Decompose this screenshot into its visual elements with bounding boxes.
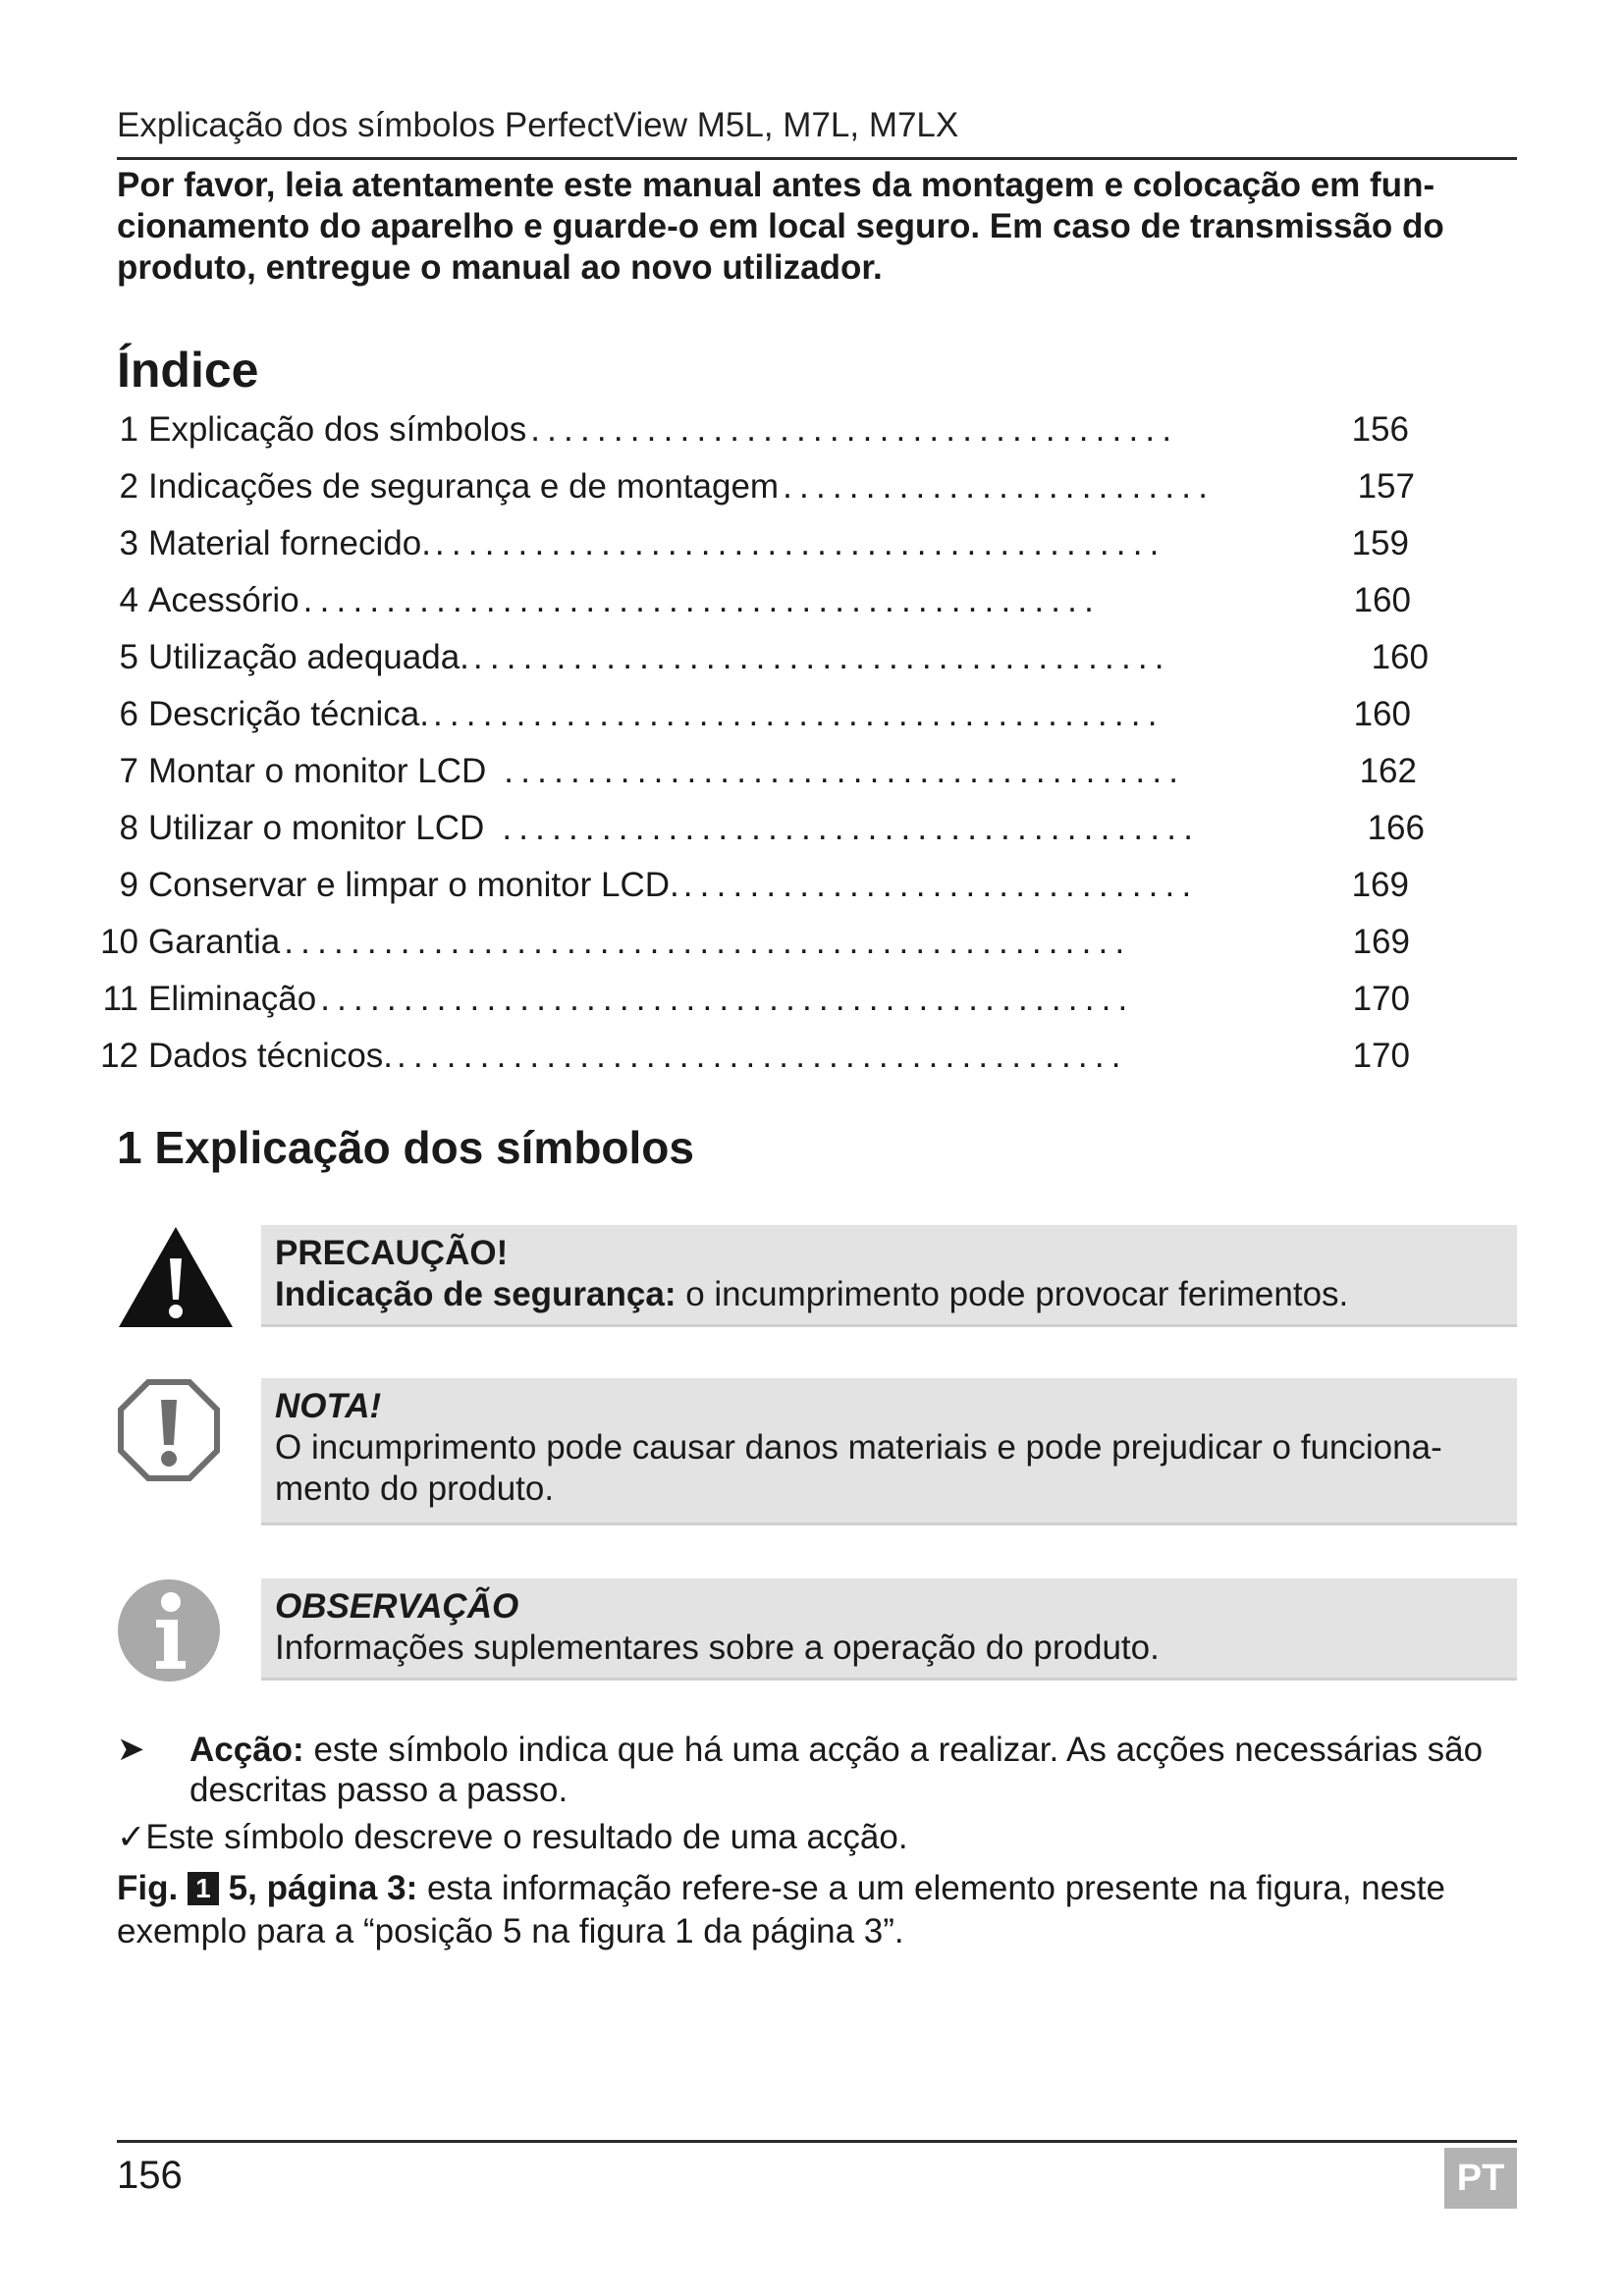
note-text: O incumprimento pode causar danos materiais e pode prejudicar o funciona-mento do produto. <box>275 1428 1442 1508</box>
toc-entry-page: 160 <box>1353 581 1411 619</box>
intro-paragraph: Por favor, leia atentamente este manual antes da montagem e colocação em fun-cionamento do aparelho e guarde-o em local seguro. Em caso de transmissão do produto, entregue o manual ao novo utilizador. <box>117 166 1444 287</box>
toc-entry-label: Conservar e limpar o monitor LCD. <box>148 866 679 904</box>
dot-leader: ............................... <box>682 866 1199 904</box>
page-number: 156 <box>117 2154 183 2197</box>
toc-entry[interactable] <box>87 467 1415 524</box>
toc-entry-page: 170 <box>1352 980 1410 1018</box>
caution-title: PRECAUÇÃO! <box>275 1234 509 1272</box>
toc-entry-page: 170 <box>1352 1037 1410 1075</box>
figure-reference-explanation <box>117 1867 1517 1953</box>
footer-rule <box>117 2140 1517 2143</box>
dot-leader: ................................................ <box>302 581 1102 619</box>
toc-entry[interactable] <box>97 923 1410 980</box>
caution-body: o incumprimento pode provocar ferimentos. <box>676 1275 1349 1313</box>
dot-leader: ................................................... <box>284 923 1132 961</box>
toc-entry-label: Acessório <box>148 581 299 619</box>
toc-entry-label: Dados técnicos. <box>148 1037 394 1075</box>
header-title: Explicação dos símbolos PerfectView M5L, M7L, M7LX <box>117 106 959 144</box>
warning-triangle-icon <box>117 1225 235 1329</box>
arrow-right-icon: ➤ <box>117 1731 145 1768</box>
toc-entry-page: 159 <box>1351 524 1409 562</box>
toc-entry[interactable] <box>87 581 1411 638</box>
toc-entry-label: Explicação dos símbolos <box>148 410 527 449</box>
toc-entry[interactable] <box>87 410 1409 467</box>
octagon-exclamation-icon <box>117 1378 221 1482</box>
dot-leader: ............................................ <box>432 695 1164 733</box>
toc-entry-label: Utilizar o monitor LCD <box>148 809 485 847</box>
action-text <box>189 1730 1517 1810</box>
toc-entry-number: 8 <box>119 809 138 847</box>
toc-entry-number: 5 <box>119 638 138 676</box>
toc-entry-page: 160 <box>1371 638 1429 676</box>
toc-heading: Índice <box>117 343 259 398</box>
toc-entry-label: Utilização adequada. <box>148 638 469 676</box>
toc-entry-number: 1 <box>119 410 138 449</box>
dot-leader: ................................................. <box>320 980 1135 1018</box>
language-badge: PT <box>1444 2148 1517 2209</box>
toc-entry-page: 162 <box>1359 752 1417 790</box>
toc-entry-page: 157 <box>1357 467 1415 506</box>
toc-entry-page: 160 <box>1353 695 1411 733</box>
dot-leader: .......................................... <box>472 638 1171 676</box>
toc-entry-page: 169 <box>1351 866 1409 904</box>
note-title: NOTA! <box>275 1387 382 1425</box>
toc-entry[interactable] <box>87 866 1409 923</box>
action-lead: Acção: <box>189 1731 304 1769</box>
action-body: este símbolo indica que há uma acção a realizar. As acções necessárias são descritas passo a passo. <box>189 1731 1484 1809</box>
figure-number-box: 1 <box>188 1872 219 1905</box>
toc-entry[interactable] <box>97 1037 1410 1094</box>
dot-leader: ......................................... <box>504 752 1186 790</box>
toc-entry-page: 166 <box>1367 809 1425 847</box>
header-rule <box>117 157 1517 160</box>
toc-entry-label: Material fornecido. <box>148 524 431 562</box>
toc-entry[interactable] <box>87 809 1425 866</box>
toc-entry[interactable] <box>87 638 1429 695</box>
toc-entry-page: 156 <box>1351 410 1409 449</box>
toc-entry-label: Montar o monitor LCD <box>148 752 487 790</box>
toc-entry-number: 6 <box>119 695 138 733</box>
checkmark-icon: ✓ <box>117 1818 146 1856</box>
toc-entry[interactable] <box>87 695 1411 752</box>
dot-leader: ............................................ <box>397 1037 1128 1075</box>
caution-lead: Indicação de segurança: <box>275 1275 677 1313</box>
toc-entry[interactable] <box>87 524 1409 581</box>
result-text: Este símbolo descreve o resultado de uma acção. <box>145 1818 908 1856</box>
dot-leader: .......................... <box>783 467 1216 506</box>
toc-entry-number: 9 <box>119 866 138 904</box>
dot-leader: ............................................ <box>434 524 1166 562</box>
info-circle-icon <box>117 1578 221 1682</box>
caution-notice <box>261 1225 1517 1327</box>
observation-text: Informações suplementares sobre a operação do produto. <box>275 1629 1160 1667</box>
figure-text: esta informação refere-se a um elemento presente na figura, neste exemplo para a “posição 5 na figura 1 da página 3”. <box>117 1869 1445 1950</box>
toc-entry-label: Eliminação <box>148 980 317 1018</box>
toc-entry-number: 4 <box>119 581 138 619</box>
toc-entry-number: 11 <box>102 980 138 1018</box>
figure-prefix: Fig. <box>117 1869 179 1907</box>
observation-title: OBSERVAÇÃO <box>275 1587 519 1626</box>
note-notice <box>261 1378 1517 1525</box>
dot-leader: .......................................... <box>502 809 1201 847</box>
toc-entry[interactable] <box>87 752 1417 809</box>
section-heading: 1 Explicação dos símbolos <box>117 1122 694 1173</box>
caution-text <box>275 1274 1503 1315</box>
toc-entry[interactable] <box>97 980 1410 1037</box>
dot-leader: ....................................... <box>530 410 1179 449</box>
toc-entry-label: Garantia <box>148 923 281 961</box>
toc-entry-number: 10 <box>100 923 138 961</box>
result-explanation <box>117 1818 908 1857</box>
observation-notice <box>261 1578 1517 1681</box>
toc-entry-page: 169 <box>1352 923 1410 961</box>
toc-entry-number: 2 <box>119 467 138 506</box>
figure-lead: 5, página 3: <box>218 1869 418 1907</box>
toc-entry-number: 12 <box>100 1037 138 1075</box>
toc-entry-number: 3 <box>119 524 138 562</box>
toc-entry-label: Descrição técnica. <box>148 695 429 733</box>
toc-entry-number: 7 <box>119 752 138 790</box>
toc-entry-label: Indicações de segurança e de montagem <box>148 467 780 506</box>
